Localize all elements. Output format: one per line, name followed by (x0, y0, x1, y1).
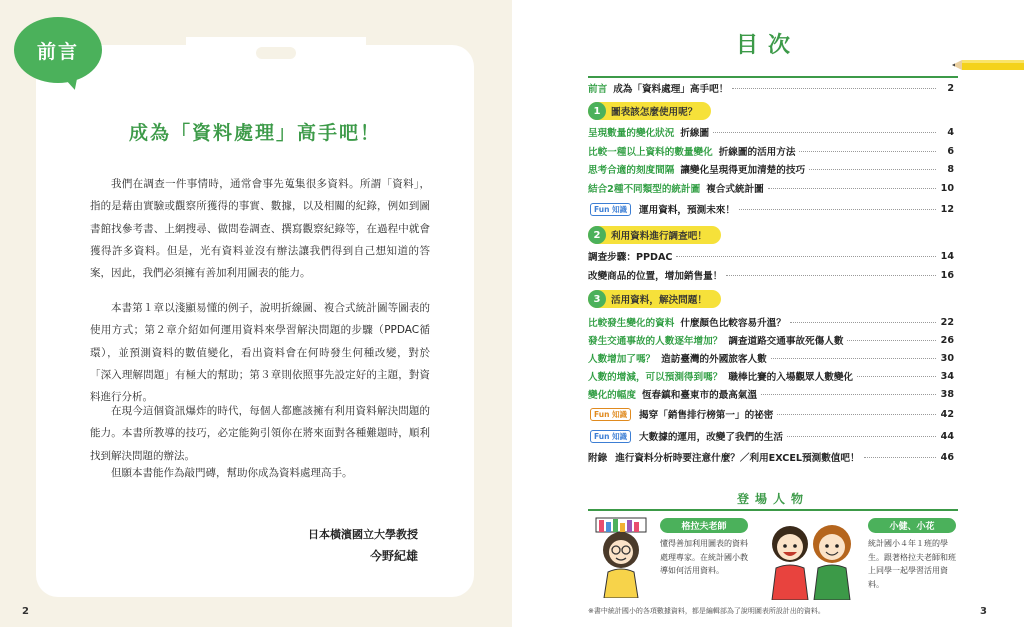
right-page (512, 0, 1024, 627)
chapter-number: 3 (588, 290, 606, 308)
character-desc-students: 統計國小４年１班的學生。跟著格拉夫老師和班上同學一起學習活用資料。 (868, 539, 956, 589)
pencil-icon (952, 58, 1024, 72)
toc-entry[interactable] (588, 267, 954, 283)
toc-entry[interactable] (588, 350, 954, 366)
toc-entry[interactable] (588, 248, 954, 264)
toc-entry-fun[interactable] (588, 428, 954, 444)
toc-entry-title: 調查道路交通事故死傷人數 (728, 336, 844, 347)
toc-page-number: 46 (940, 451, 954, 463)
clipboard-clip (186, 37, 366, 71)
dot-leader (771, 358, 936, 359)
toc-entry-title: 讓變化呈現得更加清楚的技巧 (680, 165, 806, 176)
toc-entry-title: 什麼顏色比較容易升溫？ (680, 318, 786, 329)
toc-entry-fun[interactable] (588, 406, 954, 422)
toc-entry-tag: 比較發生變化的資料 (588, 318, 675, 329)
toc-entry-tag: 人數的增減，可以預測得到嗎？ (588, 372, 723, 383)
toc-page-number: 12 (940, 203, 954, 215)
dot-leader (777, 414, 936, 415)
toc-entry-title: 造訪臺灣的外國旅客人數 (661, 354, 767, 365)
characters-divider (588, 509, 958, 511)
page-number: 2 (22, 606, 29, 617)
toc-entry-title: 職棒比賽的入場觀眾人數變化 (728, 372, 854, 383)
toc-page-number: 30 (940, 352, 954, 364)
toc-entry-tag: 呈現數量的變化狀況 (588, 128, 675, 139)
signer-name: 今野紀雄 (369, 549, 418, 563)
toc-entry[interactable] (588, 314, 954, 330)
dot-leader (864, 457, 936, 458)
character-name-teacher: 格拉夫老師 (660, 518, 748, 533)
toc-entry-title: 大數據的運用，改變了我們的生活 (639, 432, 783, 443)
toc-entry-title: 折線圖的活用方法 (718, 147, 796, 158)
fun-knowledge-badge: Fun 知識 (590, 408, 631, 421)
dot-leader (676, 256, 936, 257)
toc-page-number: 8 (947, 163, 954, 175)
toc-page-number: 34 (940, 370, 954, 382)
students-illustration (760, 514, 860, 600)
toc-entry[interactable] (588, 180, 954, 196)
toc-page-number: 6 (947, 145, 954, 157)
page-number: 3 (980, 606, 987, 617)
dot-leader (768, 188, 936, 189)
toc-entry-title: 成為「資料處理」高手吧！ (613, 84, 729, 95)
signer-affiliation: 日本橫濱國立大學教授 (308, 528, 418, 541)
toc-entry-tag: 比較一種以上資料的數量變化 (588, 147, 713, 158)
toc-entry-tag: 人數增加了嗎？ (588, 354, 656, 365)
dot-leader (732, 88, 936, 89)
characters-title: 登場人物 (736, 492, 809, 506)
dot-leader (726, 275, 936, 276)
dot-leader (790, 322, 936, 323)
toc-entry[interactable] (588, 161, 954, 177)
toc-entry-title: 運用資料，預測未來！ (639, 205, 735, 216)
preface-paragraph: 本書第１章以淺顯易懂的例子，說明折線圖、複合式統計圖等圖表的使用方式；第２章介紹如何運用資料來學習解決問題的步驟（PPDAC循環），並預測資料的數值變化，看出資料會在何時發生何種改變，對於「深入理解問題」有極大的幫助；第３章則依照事先設定好的主題，對資料進行分析。 (90, 302, 430, 404)
preface-badge: 前言 (14, 17, 102, 83)
chapter-number: 1 (588, 102, 606, 120)
toc-entry[interactable] (588, 332, 954, 348)
toc-entry-tag: 結合2種不同類型的統計圖 (588, 184, 701, 195)
toc-entry-tag: 前言 (588, 84, 608, 95)
chapter-title: 利用資料進行調查吧！ (611, 231, 707, 242)
chapter-2-header[interactable] (588, 226, 721, 244)
toc-entry-tag: 發生交通事故的人數逐年增加？ (588, 336, 723, 347)
dot-leader (787, 436, 936, 437)
toc-entry-title: 改變商品的位置，增加銷售量！ (588, 271, 723, 282)
toc-entry-title: 進行資料分析時要注意什麼？／利用EXCEL預測數值吧！ (615, 453, 860, 464)
toc-entry[interactable] (588, 143, 954, 159)
toc-page-number: 14 (940, 250, 954, 262)
toc-entry-tag: 思考合適的刻度間隔 (588, 165, 675, 176)
chapter-title: 活用資料，解決問題！ (611, 295, 707, 306)
character-desc-teacher: 懂得善加利用圖表的資料處理專家。在統計國小教導如何活用資料。 (660, 539, 748, 575)
dot-leader (761, 394, 936, 395)
toc-entry-title: 折線圖 (680, 128, 710, 139)
toc-page-number: 4 (947, 126, 954, 138)
toc-entry[interactable] (588, 368, 954, 384)
chapter-title: 圖表該怎麼使用呢？ (611, 107, 698, 118)
toc-entry-fun[interactable] (588, 201, 954, 217)
chapter-1-header[interactable] (588, 102, 711, 120)
toc-entry-tag: 變化的幅度 (588, 390, 636, 401)
toc-divider (588, 76, 958, 78)
toc-entry-preface[interactable] (588, 80, 954, 96)
preface-paragraph: 在現今這個資訊爆炸的時代，每個人都應該擁有利用資料解決問題的能力。本書所教導的技巧，必定能夠引領你在將來面對各種難題時，順利找到解決問題的辦法。 (90, 405, 430, 462)
fun-knowledge-badge: Fun 知識 (590, 203, 631, 216)
toc-page-number: 26 (940, 334, 954, 346)
toc-page-number: 38 (940, 388, 954, 400)
toc-page-number: 22 (940, 316, 954, 328)
toc-entry[interactable] (588, 386, 954, 402)
footnote: ※書中統計國小的各項數據資料，都是編輯部為了說明圖表所設計出的資料。 (588, 607, 825, 615)
toc-entry-title: 恆春鎮和臺東市的最高氣溫 (641, 390, 758, 401)
toc-page-number: 44 (940, 430, 954, 442)
chapter-number: 2 (588, 226, 606, 244)
toc-page-number: 16 (940, 269, 954, 281)
toc-entry[interactable] (588, 124, 954, 140)
preface-heading: 成為「資料處理」高手吧！ (128, 122, 381, 144)
dot-leader (713, 132, 936, 133)
preface-paragraph: 但願本書能作為敲門磚，幫助你成為資料處理高手。 (111, 467, 353, 479)
dot-leader (847, 340, 936, 341)
character-name-students: 小健、小花 (868, 518, 956, 533)
appendix-label: 附錄 (588, 453, 608, 464)
toc-entry-title: 複合式統計圖 (706, 184, 764, 195)
dot-leader (857, 376, 936, 377)
fun-knowledge-badge: Fun 知識 (590, 430, 631, 443)
toc-title: 目次 (735, 33, 800, 58)
toc-entry-title: 揭穿「銷售排行榜第一」的祕密 (639, 410, 774, 421)
toc-page-number: 10 (940, 182, 954, 194)
preface-paragraph: 我們在調查一件事情時，通常會事先蒐集很多資料。所謂「資料」，指的是藉由實驗或觀察所獲得的事實、數據，以及相關的紀錄，例如到圖書館找參考書、上網搜尋、做問卷調查、撰寫觀察紀錄等，在過程中就會獲得許多資料。但是，光有資料並沒有辦法讓我們得到自己想知道的答案，因此，我們必須擁有善加利用圖表的能力。 (90, 178, 430, 280)
toc-page-number: 42 (940, 408, 954, 420)
toc-entry-title: 調查步驟：PPDAC (588, 252, 673, 263)
toc-entry-appendix[interactable] (588, 449, 954, 465)
dot-leader (809, 169, 936, 170)
chapter-3-header[interactable] (588, 290, 721, 308)
toc-page-number: 2 (947, 82, 954, 94)
teacher-illustration (592, 516, 650, 598)
dot-leader (739, 209, 936, 210)
dot-leader (799, 151, 936, 152)
